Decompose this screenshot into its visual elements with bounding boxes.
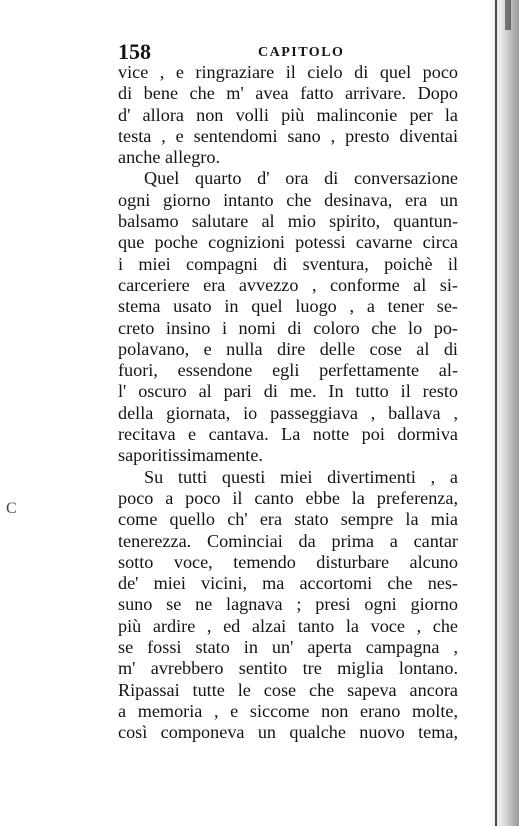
binding-edge-mark — [505, 0, 511, 30]
text-line: saporitissimamente. — [118, 445, 263, 466]
text-line: sotto voce, temendo disturbare alcuno — [118, 551, 458, 572]
binding-edge-line — [495, 0, 497, 826]
text-line: m' avrebbero sentito tre miglia lontano. — [118, 658, 458, 679]
text-line: i miei compagni di sventura, poichè il — [118, 253, 458, 274]
text-line: creto insino i nomi di coloro che lo po- — [118, 317, 458, 338]
text-line: de' miei vicini, ma accortomi che nes- — [118, 573, 458, 594]
text-line: Su tutti questi miei divertimenti , a — [144, 466, 458, 487]
margin-edge-mark: C — [6, 500, 17, 517]
text-line: balsamo salutare al mio spirito, quantun- — [118, 211, 458, 232]
text-line: d' allora non volli più malinconie per la — [118, 104, 458, 125]
text-line: così componeva un qualche nuovo tema, — [118, 722, 458, 743]
text-line: poco a poco il canto ebbe la preferenza, — [118, 487, 458, 508]
text-line: que poche cognizioni potessi cavarne circa — [118, 232, 458, 253]
text-line: carceriere era avvezzo , conforme al si- — [118, 274, 458, 295]
text-line: della giornata, io passeggiava , ballava , — [118, 402, 458, 423]
page-number: 158 — [118, 39, 151, 64]
body-text — [118, 62, 458, 744]
text-line: testa , e sentendomi sano , presto diventai — [118, 125, 458, 146]
text-line: l' oscuro al pari di me. In tutto il resto — [118, 381, 458, 402]
text-line: vice , e ringraziare il cielo di quel poco — [118, 62, 458, 82]
chapter-heading: CAPITOLO — [258, 45, 345, 60]
text-line: suno se ne lagnava ; presi ogni giorno — [118, 594, 458, 615]
text-line: fuori, essendone egli perfettamente al- — [118, 360, 458, 381]
binding-gutter-shadow — [487, 0, 519, 826]
text-line: a memoria , e siccome non erano molte, — [118, 700, 458, 721]
text-line: ogni giorno intanto che desinava, era un — [118, 189, 458, 210]
text-line: Ripassai tutte le cose che sapeva ancora — [118, 679, 458, 700]
text-line: di bene che m' avea fatto arrivare. Dopo — [118, 83, 458, 104]
text-line: anche allegro. — [118, 147, 220, 168]
text-line: più ardire , ed alzai tanto la voce , che — [118, 615, 458, 636]
text-line: recitava e cantava. La notte poi dormiva — [118, 424, 458, 445]
text-line: polavano, e nulla dire delle cose al di — [118, 338, 458, 359]
text-line: se fossi stato in un' aperta campagna , — [118, 637, 458, 658]
text-line: tenerezza. Cominciai da prima a cantar — [118, 530, 458, 551]
text-line: stema usato in quel luogo , a tener se- — [118, 296, 458, 317]
text-line: Quel quarto d' ora di conversazione — [144, 168, 458, 189]
text-line: come quello ch' era stato sempre la mia — [118, 509, 458, 530]
